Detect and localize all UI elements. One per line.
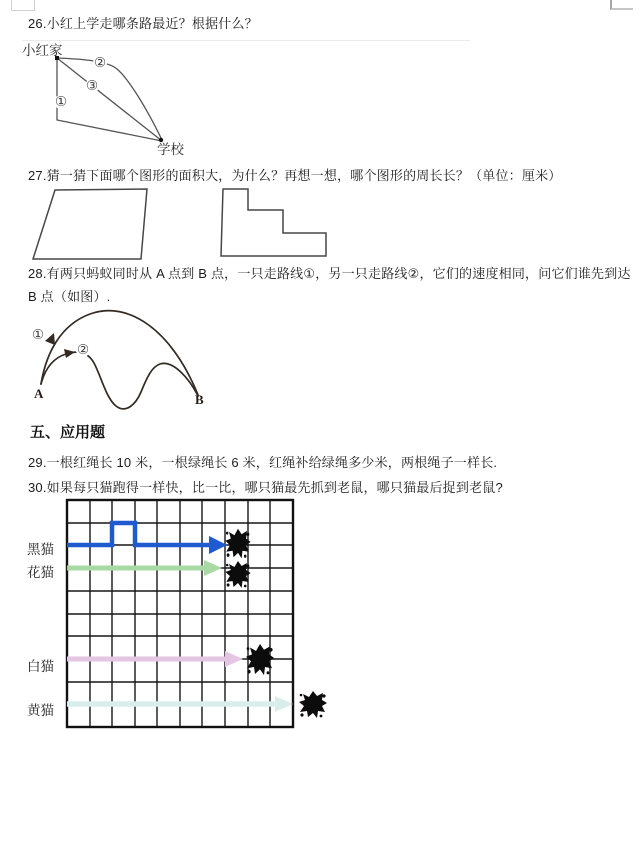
mouse-icon xyxy=(225,561,250,588)
route-3-badge: ③ xyxy=(85,78,99,93)
ant-route-1-badge: ① xyxy=(31,327,45,342)
white-cat-label: 白猫 xyxy=(27,659,54,674)
grid-lines xyxy=(67,500,293,727)
ant-route-2-curve xyxy=(41,352,198,409)
black-cat-label: 黑猫 xyxy=(27,542,54,557)
route-diagram xyxy=(0,0,240,165)
section-5-title: 五、应用题 xyxy=(30,424,106,441)
mouse-icon xyxy=(299,691,327,718)
question-26-text: 26.小红上学走哪条路最近？根据什么？ xyxy=(28,16,258,31)
question-28-line1: 28.有两只蚂蚁同时从 A 点到 B 点，一只走路线①，另一只走路线②，它们的速度相同，问它们谁先到达 xyxy=(28,266,631,281)
ant-route-1-curve xyxy=(41,311,198,395)
shapes-figure xyxy=(0,180,360,270)
route-1-badge: ① xyxy=(54,94,68,109)
route-1-arrowhead-icon xyxy=(45,333,55,345)
tabby-cat-arrowhead-icon xyxy=(204,560,222,576)
staircase-shape xyxy=(221,189,326,256)
question-28-line2: B 点（如图）. xyxy=(28,289,111,304)
mouse-icon xyxy=(225,529,250,559)
parallelogram-shape xyxy=(33,189,147,259)
yellow-cat-arrowhead-icon xyxy=(275,696,293,712)
white-cat-arrowhead-icon xyxy=(225,651,243,667)
home-label: 小红家 xyxy=(22,43,63,58)
yellow-cat-label: 黄猫 xyxy=(27,703,54,718)
point-a-label: A xyxy=(34,386,44,401)
ant-route-2-badge: ② xyxy=(76,342,90,357)
route-2-badge: ② xyxy=(93,55,107,70)
route-2-arrowhead-icon xyxy=(64,349,75,358)
scan-corner-mark-right xyxy=(610,0,633,10)
black-cat-arrow xyxy=(67,523,211,545)
route-3-line xyxy=(57,55,162,141)
question-29-text: 29.一根红绳长 10 米，一根绿绳长 6 米，红绳补给绿绳多少米，两根绳子一样长. xyxy=(28,455,498,470)
point-b-label: B xyxy=(195,392,204,407)
school-label: 学校 xyxy=(157,142,184,157)
tabby-cat-label: 花猫 xyxy=(27,565,54,580)
question-30-text: 30.如果每只猫跑得一样快，比一比，哪只猫最先抓到老鼠，哪只猫最后捉到老鼠? xyxy=(28,480,503,495)
question-27-text: 27.猜一猜下面哪个图形的面积大，为什么？再想一想，哪个图形的周长长？（单位：厘米） xyxy=(28,168,562,183)
